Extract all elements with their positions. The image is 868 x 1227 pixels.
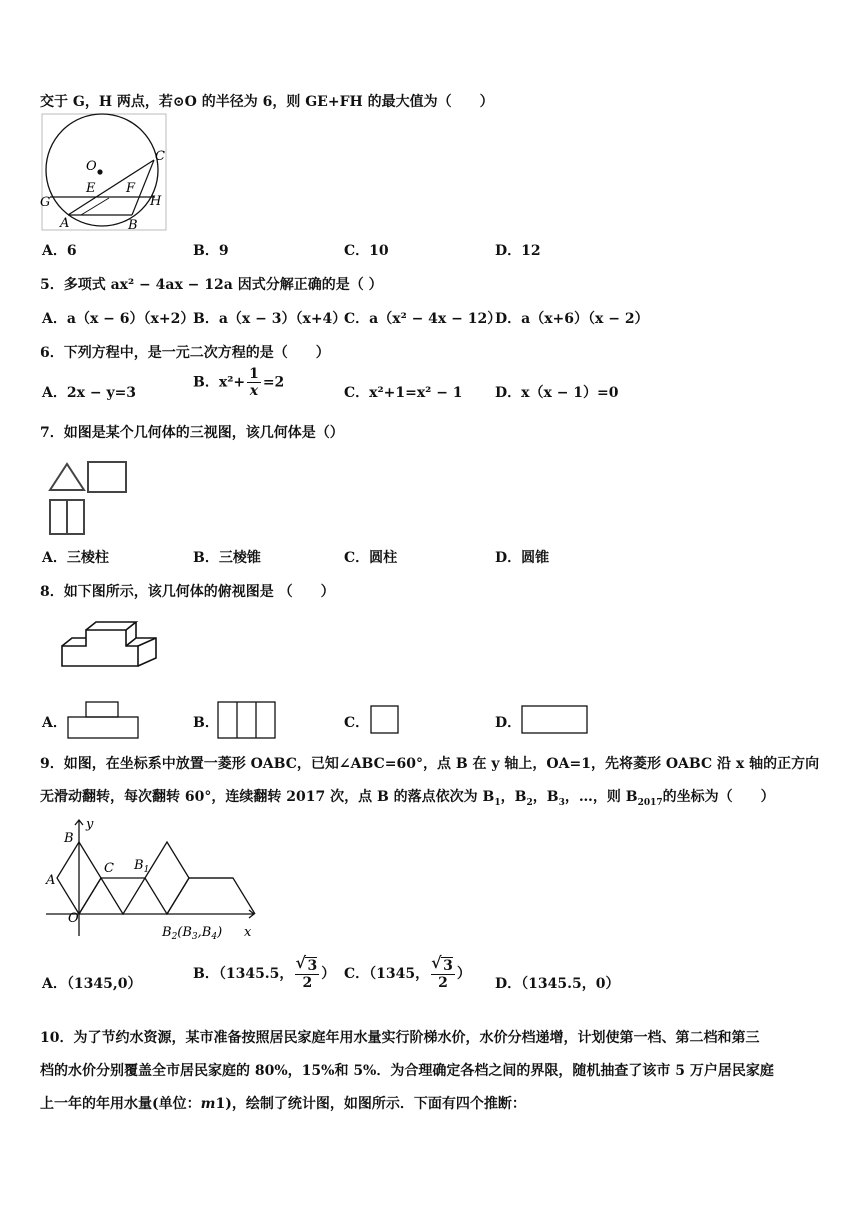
q7-rectangle-view <box>88 462 126 492</box>
q9-label-y: y <box>86 817 94 832</box>
q4-label-e: E <box>86 181 96 196</box>
q7-option-a: A．三棱柱 <box>42 550 109 566</box>
q9-label-b: B <box>64 831 74 846</box>
q10-line3: 上一年的年用水量(单位：m1)，绘制了统计图，如图所示．下面有四个推断： <box>40 1096 526 1112</box>
q6-option-a: A．2x − y=3 <box>42 385 137 401</box>
q4-option-d: D．12 <box>495 243 541 259</box>
q7-three-views-figure <box>44 454 134 538</box>
q4-label-b: B <box>128 218 138 233</box>
q9-option-b-fraction: √ $\frac{3}{2}$ <box>295 957 319 991</box>
q4-label-a: A <box>60 216 70 231</box>
q9-line1: 9．如图，在坐标系中放置一菱形 OABC，已知∠ABC=60°，点 B 在 y 轴上，OA=1，先将菱形 OABC 沿 x 轴的正方向 <box>40 756 820 772</box>
q9-option-c: C．（1345， √ $\frac{3}{2}$ ） <box>344 957 471 991</box>
q9-option-b: B．（1345.5， √ $\frac{3}{2}$ ） <box>193 957 335 991</box>
q4-circle-figure <box>36 112 172 236</box>
q8-text: 8．如下图所示，该几何体的俯视图是 （ ） <box>40 584 335 600</box>
q4-circle <box>46 114 158 226</box>
q4-option-a: A．6 <box>42 243 77 259</box>
q6-option-b: B．x²+ $\frac{1}{x}$ =2 <box>193 366 285 399</box>
q9-label-a: A <box>46 873 56 888</box>
q10-line1: 10．为了节约水资源，某市准备按照居民家庭年用水量实行阶梯水价，水价分档递增，计划使第一档、第二档和第三 <box>40 1030 760 1046</box>
q9-label-b1: $B_1$ <box>134 858 150 875</box>
q9-label-c: C <box>104 861 114 876</box>
q5-option-c: C．a（x² − 4x − 12） <box>344 311 502 327</box>
q8-option-d-figure <box>520 704 590 736</box>
q6-option-c: C．x²+1=x² − 1 <box>344 385 463 401</box>
q6-text: 6．下列方程中，是一元二次方程的是（ ） <box>40 345 330 361</box>
q4-label-c: C <box>155 149 165 164</box>
q5-option-b: B．a（x − 3）（x+4） <box>193 311 347 327</box>
q9-option-d: D．（1345.5，0） <box>495 976 620 992</box>
q9-option-c-fraction: √ $\frac{3}{2}$ <box>431 957 455 991</box>
q8-option-c-label: C． <box>344 715 370 731</box>
q8-solid-figure <box>58 620 162 674</box>
q6-option-d: D．x（x − 1）=0 <box>495 385 619 401</box>
q10-line2: 档的水价分别覆盖全市居民家庭的 80%，15%和 5%．为合理确定各档之间的界限，随机抽查了该市 5 万户居民家庭 <box>40 1063 774 1079</box>
q9-line2: 无滑动翻转，每次翻转 60°，连续翻转 2017 次，点 B 的落点依次为 $B_1$，$B_2$，$B_3$，…，则 $B_{2017}$的坐标为（ ） <box>40 789 775 808</box>
q9-label-x: x <box>244 925 252 940</box>
q8-option-b-label: B． <box>193 715 219 731</box>
q9-rhombus-figure <box>38 814 268 944</box>
q7-triangle-view <box>50 464 84 490</box>
q4-label-o: O <box>86 159 97 174</box>
q4-segment-ef <box>81 198 109 215</box>
q4-center-dot <box>97 169 102 174</box>
q4-label-h: H <box>150 194 162 209</box>
q7-text: 7．如图是某个几何体的三视图，该几何体是（） <box>40 425 344 441</box>
q8-option-a-figure <box>66 700 140 740</box>
q8-option-b-figure <box>216 700 278 740</box>
q6-fraction: $\frac{1}{x}$ <box>249 366 259 399</box>
q4-text: 交于 G，H 两点，若⊙O 的半径为 6，则 GE+FH 的最大值为（ ） <box>40 94 494 110</box>
q5-text: 5．多项式 ax² − 4ax − 12a 因式分解正确的是（ ） <box>40 277 383 293</box>
q7-option-d: D．圆锥 <box>495 550 550 566</box>
q9-label-o: O <box>68 911 79 926</box>
q7-option-c: C．圆柱 <box>344 550 398 566</box>
q4-option-c: C．10 <box>344 243 389 259</box>
q5-option-d: D．a（x+6）（x − 2） <box>495 311 649 327</box>
q8-option-c-figure <box>369 704 401 736</box>
q9-label-b2: $B_2(B_3,B_4)$ <box>162 925 223 942</box>
q7-option-b: B．三棱锥 <box>193 550 261 566</box>
q4-label-g: G <box>40 195 51 210</box>
q8-option-d-label: D． <box>495 715 522 731</box>
q4-chord-ac <box>68 160 154 215</box>
q8-option-a-label: A． <box>42 715 67 731</box>
q4-label-f: F <box>126 181 136 196</box>
q4-option-b: B．9 <box>193 243 229 259</box>
q9-option-a: A．（1345,0） <box>42 976 142 992</box>
q5-option-a: A．a（x − 6）（x+2） <box>42 311 195 327</box>
